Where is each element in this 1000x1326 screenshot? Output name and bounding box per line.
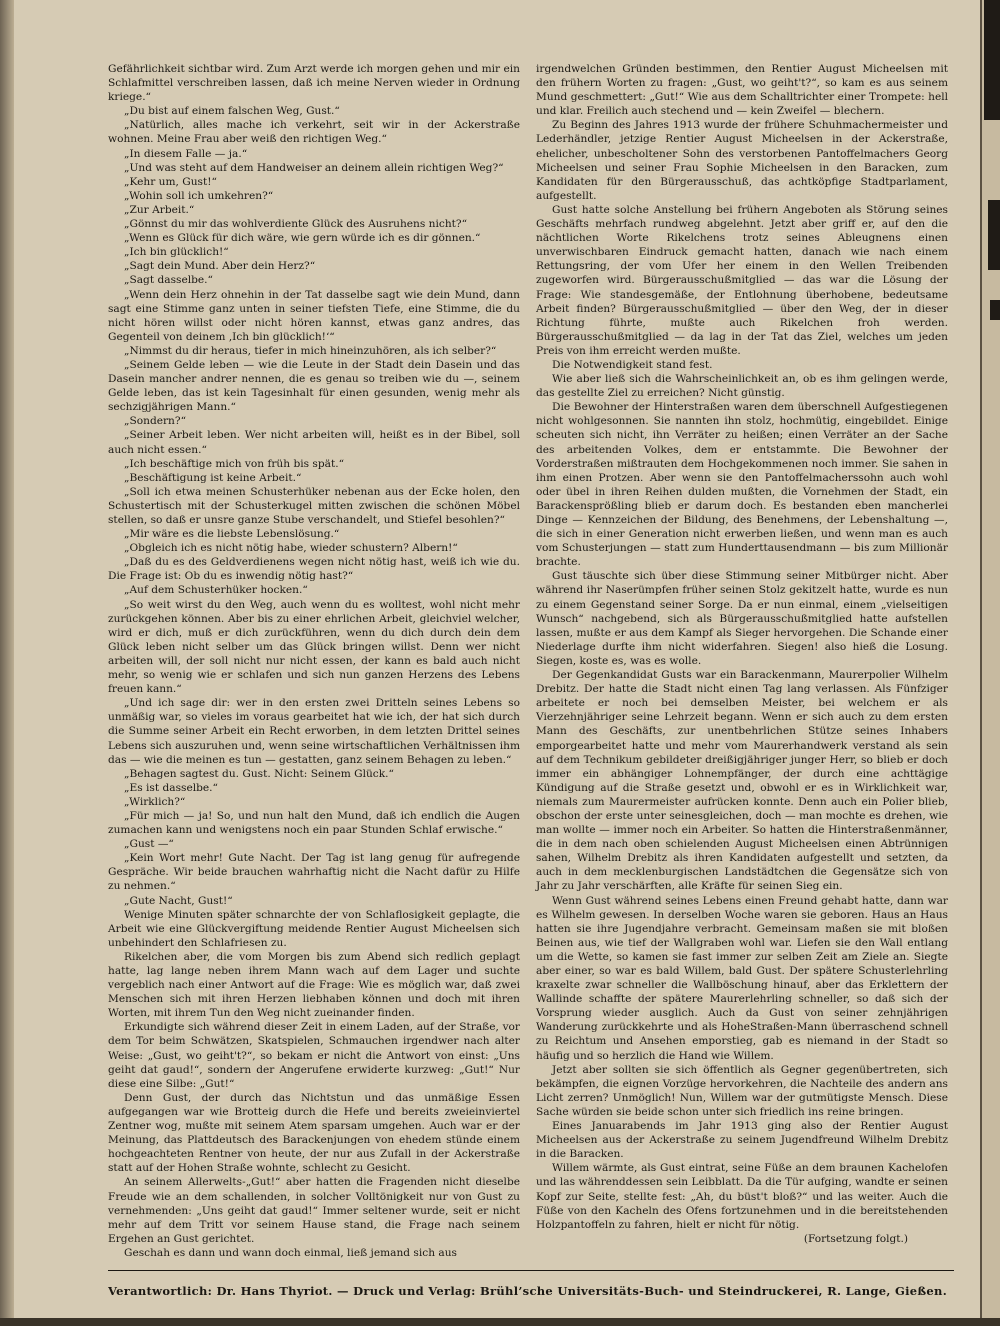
paragraph: „Auf dem Schusterhüker hocken.“ (124, 584, 308, 597)
paragraph: „Und ich sage dir: wer in den ersten zwei Dritteln seines Lebens so unmäßig war, so vieles im voraus gearbeitet hat wie ich, der hat sich durch die Summe seiner Arbeit ein Recht erworben, in dem letzten Drittel seines Lebens sich auszuruhen und, wenn seine wirtschaftlichen Verhältnissen ihm das — wie die meinen es tun — gestatten, ganz seinem Behagen zu leben.“ (108, 697, 520, 766)
paragraph: Gust täuschte sich über diese Stimmung seiner Mitbürger nicht. Aber während ihr Naserümpfen früher seinen Stolz gekitzelt hatte, wurde es nun zu einem Gegenstand seiner Sorge. Da er nun einmal, einem „vielseitigen Wunsch“ nachgebend, sich als Bürgerausschußmitglied hatte aufstellen lassen, mußte er aus dem Kampf als Sieger hervorgehen. Die Schande einer Niederlage durfte ihm nicht widerfahren. Siegen! also hieß die Losung. Siegen, koste es, was es wolle. (536, 570, 948, 667)
paragraph: An seinem Allerwelts-„Gut!“ aber hatten die Fragenden nicht dieselbe Freude wie an dem schallenden, in solcher Volltönigkeit nur von Gust zu vernehmenden: „Uns geiht dat gaud!“ Immer seltener wurde, seit er nicht mehr auf dem Tritt vor seinem Hause stand, die Frage nach seinem Ergehen an Gust gerichtet. (108, 1176, 520, 1245)
paragraph: „Wenn dein Herz ohnehin in der Tat dasselbe sagt wie dein Mund, dann sagt eine Stimme ganz unten in seiner tiefsten Tiefe, eine Stimme, die du nicht hören willst oder nicht hören kannst, etwas ganz andres, das Gegenteil von deinem ‚Ich bin glücklich!‘“ (108, 288, 520, 343)
paragraph: „Es ist dasselbe.“ (124, 781, 218, 794)
paragraph: Wie aber ließ sich die Wahrscheinlichkeit an, ob es ihm gelingen werde, das gestellte Ziel zu erreichen? Nicht günstig. (536, 373, 948, 400)
paragraph: Geschah es dann und wann doch einmal, ließ jemand sich aus (124, 1246, 457, 1259)
paragraph: „Kehr um, Gust!“ (124, 175, 217, 188)
paragraph: „Obgleich ich es nicht nötig habe, wieder schustern? Albern!“ (124, 542, 458, 555)
adjacent-page-ink (988, 200, 1000, 270)
paragraph: „Mir wäre es die liebste Lebenslösung.“ (124, 528, 340, 541)
paragraph: „Soll ich etwa meinen Schusterhüker nebenan aus der Ecke holen, den Schustertisch mit der Schusterkugel mitten zwischen die schönen Möbel stellen, so daß er unsre ganze Stube verschandelt, und Stiefel besohlen?“ (108, 485, 520, 526)
paragraph: „Zur Arbeit.“ (124, 203, 195, 216)
paragraph: „Für mich — ja! So, und nun halt den Mund, daß ich endlich die Augen zumachen kann und wenigstens noch ein paar Stunden Schlaf erwische.“ (108, 809, 520, 837)
paragraph: irgendwelchen Gründen bestimmen, den Rentier August Micheelsen mit den frühern Worten zu fragen: „Gust, wo geiht't?“, so kam es aus seinem Mund geschmettert: „Gut!“ Wie aus dem Schalltrichter einer Trompete: hell und klar. Freilich auch stechend und — kein Zweifel — blechern. (536, 63, 948, 118)
paragraph: Zu Beginn des Jahres 1913 wurde der frühere Schuhmachermeister und Lederhändler, jetzige Rentier August Micheelsen in der Ackerstraße, ehelicher, unbescholtener Sohn des verstorbenen Pantoffelmachers Georg Micheelsen und seiner Frau Sophie Micheelsen in den Baracken, zum Kandidaten für den Bürgerausschuß, das achtköpfige Stadtparlament, aufgestellt. (536, 119, 948, 202)
adjacent-page-edge (980, 0, 1000, 1326)
paragraph: „Wirklich?“ (124, 795, 186, 808)
paragraph: „Daß du es des Geldverdienens wegen nicht nötig hast, weiß ich wie du. Die Frage ist: Ob du es inwendig nötig hast?“ (108, 556, 520, 583)
paragraph: „Natürlich, alles mache ich verkehrt, seit wir in der Ackerstraße wohnen. Meine Frau aber weiß den richtigen Weg.“ (108, 119, 520, 146)
paragraph: „Wenn es Glück für dich wäre, wie gern würde ich es dir gönnen.“ (124, 232, 481, 245)
paragraph: „Wohin soll ich umkehren?“ (124, 189, 274, 202)
paragraph: „Und was steht auf dem Handweiser an deinem allein richtigen Weg?“ (124, 161, 504, 174)
paragraph: „Sagt dasselbe.“ (124, 274, 213, 287)
adjacent-page-ink (984, 0, 1000, 120)
paragraph: „Ich beschäftige mich von früh bis spät.“ (124, 457, 344, 470)
paragraph: „In diesem Falle — ja.“ (124, 147, 248, 160)
footer-rule (108, 1270, 954, 1271)
paragraph: Gefährlichkeit sichtbar wird. Zum Arzt werde ich morgen gehen und mir ein Schlafmittel verschreiben lassen, daß ich meine Nerven wieder in Ordnung kriege.“ (108, 63, 520, 104)
paragraph: Willem wärmte, als Gust eintrat, seine Füße an dem braunen Kachelofen und las währenddessen sein Leibblatt. Da die Tür aufging, wandte er seinen Kopf zur Seite, stellte fest: „Ah, du büst't bloß?“ und las weiter. Auch die Füße von den Kacheln des Ofens fortzunehmen und in die bereitstehenden Holzpantoffeln zu fahren, hielt er nicht für nötig. (536, 1162, 948, 1231)
paragraph: „Beschäftigung ist keine Arbeit.“ (124, 471, 302, 484)
paragraph: Gust hatte solche Anstellung bei frühern Angeboten als Störung seines Geschäfts mehrfach rundweg abgelehnt. Jetzt aber griff er, auf den die nächtlichen Worte Rikelchens trotz seines Ableugnens einen unverwischbaren Eindruck gemacht hatten, danach wie nach einem Rettungsring, der vom Ufer her einem in den Wellen Treibenden zugeworfen wird. Bürgerausschußmitglied — das war die Lösung der Frage: Wie standesgemäße, der Entlohnung überhobene, bedeutsame Arbeit finden? Bürgerausschußmitglied — über den Weg, der in dieser Richtung führte, mußte auch Rikelchen froh werden. Bürgerausschußmitglied — da lag in der Tat das Ziel, welches um jeden Preis von ihm erreicht werden mußte. (536, 203, 948, 357)
paragraph: Wenn Gust während seines Lebens einen Freund gehabt hatte, dann war es Wilhelm gewesen. In derselben Woche waren sie geboren. Haus an Haus hatten sie ihre Jugendjahre verbracht. Gemeinsam maßen sie mit bloßen Beinen aus, wie tief der Wallgraben wohl war. Liefen sie den Wall entlang um die Wette, so kamen sie fast immer zur selben Zeit am Ziele an. Siegte aber einer, so war es bald Willem, bald Gust. Der spätere Schusterlehrling kraxelte zwar schneller die Wallböschung hinauf, aber das Erklettern der Wallinde schaffte der spätere Maurerlehrling schneller, so daß sich der Vorsprung wieder ausglich. Auch da Gust von seiner zehnjährigen Wanderung zurückkehrte und als HoheStraßen-Mann überraschend schnell zu Reichtum und Ansehen emporstieg, gab es niemand in der Stadt so häufig und so herzlich die Hand wie Willem. (536, 894, 948, 1062)
paragraph: „So weit wirst du den Weg, auch wenn du es wolltest, wohl nicht mehr zurückgehen können. Aber bis zu einer ehrlichen Arbeit, gleichviel welcher, wird er dich, muß er dich zurückführen, wenn du dich durch dein dem Glück leben nicht selber um das Glück bringen willst. Denn wer nicht arbeiten will, der soll nicht nur nicht essen, der kann es bald auch nicht mehr, so wenig wie er schlafen und sich nun ganzen Herzens des Lebens freuen kann.“ (108, 598, 520, 696)
text-column-right (536, 62, 948, 1246)
page-gutter (0, 0, 14, 1326)
paragraph: „Gönnst du mir das wohlverdiente Glück des Ausruhens nicht?“ (124, 218, 467, 231)
adjacent-page-ink (990, 300, 1000, 320)
paragraph: Die Notwendigkeit stand fest. (552, 358, 713, 371)
paragraph: Wenige Minuten später schnarchte der von Schlaflosigkeit geplagte, die Arbeit wie eine Glückvergiftung meidende Rentier August Micheelsen sich unbehindert den Schlafriesen zu. (108, 908, 520, 949)
paragraph: „Gust —“ (124, 838, 174, 851)
paragraph: (Fortsetzung folgt.) (803, 1232, 908, 1245)
paragraph: Jetzt aber sollten sie sich öffentlich als Gegner gegenübertreten, sich bekämpfen, die eignen Vorzüge hervorkehren, die Nachteile des andern ans Licht zerren? Unmöglich! Nun, Willem war der gutmütigste Mensch. Diese Sache würden sie beide schon unter sich friedlich ins reine bringen. (536, 1063, 948, 1118)
paragraph: „Seiner Arbeit leben. Wer nicht arbeiten will, heißt es in der Bibel, soll auch nicht essen.“ (108, 429, 520, 456)
paragraph: „Behagen sagtest du. Gust. Nicht: Seinem Glück.“ (124, 767, 394, 780)
page-bottom-edge (0, 1318, 1000, 1326)
text-column-left (108, 62, 520, 1260)
paragraph: „Sondern?“ (124, 415, 186, 428)
paragraph: Die Bewohner der Hinterstraßen waren dem überschnell Aufgestiegenen nicht wohlgesonnen. Sie nannten ihn stolz, hochmütig, eingebildet. Einige scheuten sich nicht, ihn Verräter zu heißen; einen Verräter an der Sache des arbeitenden Volkes, dem er entstammte. Die Bewohner der Vorderstraßen mißtrauten dem Hochgekommenen noch immer. Sie sahen in ihm einen Protzen. Aber wenn sie den Pantoffelmacherssohn auch wohl oder übel in ihren Reihen dulden mußten, die Vornehmen der Stadt, ein Barackensprößling blieb er darum doch. Es bestanden eben mancherlei Dinge — Kennzeichen der Bildung, des Benehmens, der Lebenshaltung —, die sich in einer Generation nicht erwerben ließen, und wenn man es auch vom Schusterjungen — statt zum Hunderttausendmann — bis zum Millionär brachte. (536, 401, 948, 569)
paragraph: „Kein Wort mehr! Gute Nacht. Der Tag ist lang genug für aufregende Gespräche. Wir beide brauchen wahrhaftig nicht die Nacht dafür zu Hilfe zu nehmen.“ (108, 852, 520, 893)
paragraph: „Nimmst du dir heraus, tiefer in mich hineinzuhören, als ich selber?“ (124, 344, 497, 357)
paragraph: „Seinem Gelde leben — wie die Leute in der Stadt dein Dasein und das Dasein mancher andrer nennen, die es genau so treiben wie du —, seinem Gelde leben, das ist kein Tagesinhalt für einen gesunden, wenig mehr als sechzigjährigen Mann.“ (108, 358, 520, 414)
paragraph: „Du bist auf einem falschen Weg, Gust.“ (124, 105, 340, 118)
paragraph: Erkundigte sich während dieser Zeit in einem Laden, auf der Straße, vor dem Tor beim Schwätzen, Skatspielen, Schmauchen irgendwer nach alter Weise: „Gust, wo geiht't?“, so bekam er nicht die Antwort von einst: „Uns geiht dat gaud!“, sondern der Angerufene erwiderte kurzweg: „Gut!“ Nur diese eine Silbe: „Gut!“ (108, 1021, 520, 1090)
paragraph: „Gute Nacht, Gust!“ (124, 894, 233, 907)
paragraph: Rikelchen aber, die vom Morgen bis zum Abend sich redlich geplagt hatte, lag lange neben ihrem Mann wach auf dem Lager und suchte vergeblich nach einer Antwort auf die Frage: Wie es möglich war, daß zwei Menschen sich mit ihren Herzen liebhaben können und doch mit ihren Worten, mit ihrem Tun den Weg nicht zueinander finden. (108, 950, 520, 1020)
paragraph: Eines Januarabends im Jahr 1913 ging also der Rentier August Micheelsen aus der Ackerstraße zu seinem Jugendfreund Wilhelm Drebitz in die Baracken. (536, 1120, 948, 1161)
paragraph: „Sagt dein Mund. Aber dein Herz?“ (124, 260, 316, 273)
paragraph: Denn Gust, der durch das Nichtstun und das unmäßige Essen aufgegangen war wie Brotteig durch die Hefe und bereits zweieinviertel Zentner wog, mußte mit seinem Atem sparsam umgehen. Auch war er der Meinung, das Plattdeutsch des Barackenjungen von ehedem stünde einem hochgeachteten Rentner von heute, der nur aus Zufall in der Ackerstraße statt auf der Hohen Straße wohnte, schlecht zu Gesicht. (108, 1091, 520, 1175)
imprint-footer: Verantwortlich: Dr. Hans Thyriot. — Druck und Verlag: Brühl’sche Universitäts-Buch- und Steindruckerei, R. Lange, Gießen. (108, 1284, 948, 1298)
paragraph: „Ich bin glücklich!“ (124, 246, 229, 259)
paragraph: Der Gegenkandidat Gusts war ein Barackenmann, Maurerpolier Wilhelm Drebitz. Der hatte die Stadt nicht einen Tag lang verlassen. Als Fünfziger arbeitete er noch bei demselben Meister, bei welchem er als Vierzehnjähriger seine Lehrzeit begann. Wenn er sich auch zu dem ersten Mann des Geschäfts, zur unentbehrlichen Stütze seines Inhabers emporgearbeitet hatte und mehr vom Maurerhandwerk verstand als sein auf dem Technikum gebildeter dreißigjähriger junger Herr, so blieb er doch immer ein abhängiger Lohnempfänger, der durch eine achttägige Kündigung auf die Straße gesetzt und, obwohl er es in Wirklichkeit war, niemals zum Maurermeister aufrücken konnte. Denn auch ein Polier blieb, obschon der erste unter seinesgleichen, doch — man mochte es drehen, wie man wollte — immer noch ein Arbeiter. So hatten die Hinterstraßenmänner, die in dem nach oben schielenden August Micheelsen einen Abtrünnigen sahen, Wilhelm Drebitz als ihren Kandidaten aufgestellt und setzten, da auch in dem mecklenburgischen Landstädtchen die Gegensätze sich von Jahr zu Jahr verschärften, alle Kräfte für seinen Sieg ein. (536, 669, 948, 893)
